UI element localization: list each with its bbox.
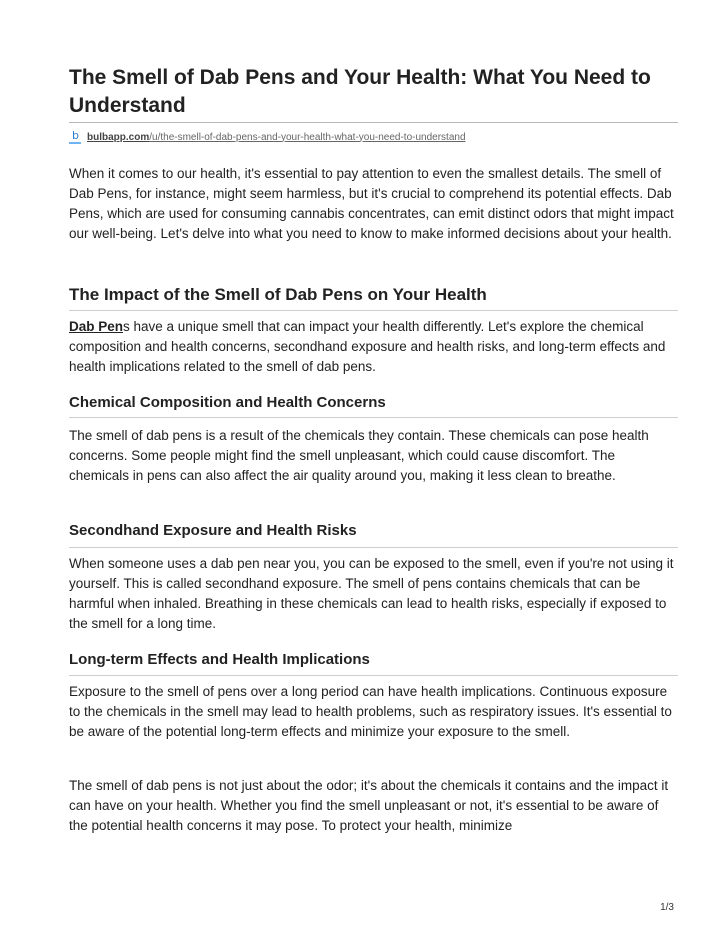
page-number: 1/3 — [660, 902, 674, 913]
section-heading-chemical: Chemical Composition and Health Concerns — [69, 394, 386, 411]
closing-paragraph: The smell of dab pens is not just about the odor; it's about the chemicals it contains and the impact it can have on your health. Whether you find the smell unpleasant or not, it's essential to be aware of the potential health concerns it may pose. To protect your health, minimize — [69, 778, 669, 833]
longterm-paragraph: Exposure to the smell of pens over a long period can have health implications. Continuous exposure to the chemicals in the smell may lead to health problems, such as respiratory issues. It's essential to be aware of the potential long-term effects and minimize your exposure to the smell. — [69, 684, 672, 739]
impact-paragraph-text: s have a unique smell that can impact your health differently. Let's explore the chemical composition and health concerns, secondhand exposure and health risks, and long-term effects and health implications related to the smell of dab pens. — [69, 319, 666, 374]
section-heading-longterm: Long-term Effects and Health Implications — [69, 651, 370, 668]
page-title: The Smell of Dab Pens and Your Health: What You Need to Understand — [69, 66, 651, 117]
bulbapp-logo-icon: b — [69, 130, 81, 144]
title-divider — [69, 122, 678, 123]
section-divider — [69, 310, 678, 311]
source-path[interactable]: /u/the-smell-of-dab-pens-and-your-health-what-you-need-to-understand — [149, 131, 466, 143]
section-heading-impact: The Impact of the Smell of Dab Pens on Your Health — [69, 285, 487, 304]
section-divider — [69, 675, 678, 676]
secondhand-paragraph: When someone uses a dab pen near you, you can be exposed to the smell, even if you're not using it yourself. This is called secondhand exposure. The smell of pens contains chemicals that can be harmful when inhaled. Breathing in these chemicals can lead to health risks, especially if exposed to the smell for a long time. — [69, 556, 674, 631]
source-link[interactable] — [69, 129, 466, 145]
section-divider — [69, 417, 678, 418]
section-divider — [69, 547, 678, 548]
dab-pen-link[interactable]: Dab Pen — [69, 319, 124, 334]
section-heading-secondhand: Secondhand Exposure and Health Risks — [69, 522, 357, 539]
intro-paragraph: When it comes to our health, it's essential to pay attention to even the smallest details. The smell of Dab Pens, for instance, might seem harmless, but it's crucial to comprehend its potential effects. Dab Pens, which are used for consuming cannabis concentrates, can emit distinct odors that might impact our well-being. Let's delve into what you need to know to make informed decisions about your health. — [69, 166, 674, 241]
impact-paragraph — [69, 317, 674, 377]
chemical-paragraph: The smell of dab pens is a result of the chemicals they contain. These chemicals can pose health concerns. Some people might find the smell unpleasant, which could cause discomfort. The chemicals in pens can also affect the air quality around you, making it less clean to breathe. — [69, 428, 649, 483]
source-domain[interactable]: bulbapp.com — [87, 131, 150, 143]
